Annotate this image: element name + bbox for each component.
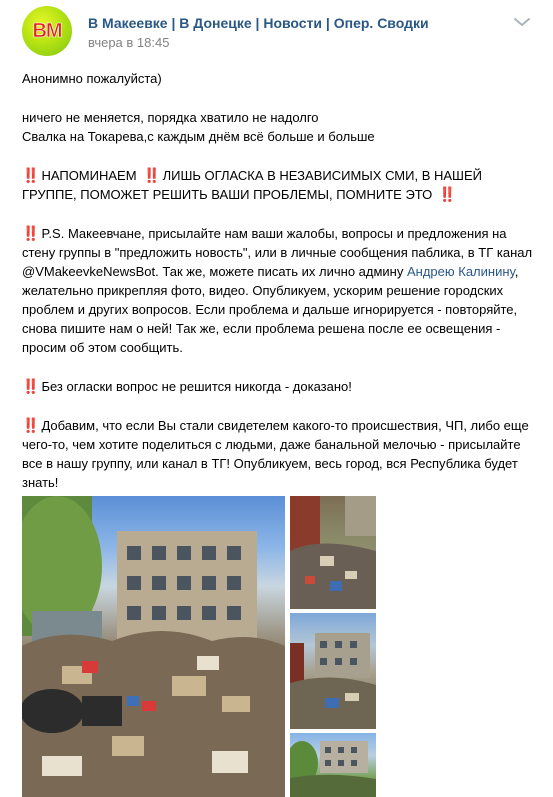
post-line: Свалка на Токарева,с каждым днём всё больше и больше xyxy=(22,129,375,144)
post-photo-main[interactable] xyxy=(22,496,285,797)
ps-text-end: , желательно прикрепляя фото, видео. Опубликуем, ускорим решение городских проблем и других вопросов. Если проблема и дальше игнорируется - повторяйте, снова пишите нам о ней! Так же, если проблема решена после ее освещения - просим об этом сообщить. xyxy=(22,264,519,355)
group-name-link[interactable]: В Макеевке | В Донецке | Новости | Опер. Сводки xyxy=(88,15,429,31)
no-publicity-text: Без огласки вопрос не решится никогда - доказано! xyxy=(41,379,352,394)
post-photo-2[interactable] xyxy=(290,496,376,609)
post-photo-3[interactable] xyxy=(290,613,376,729)
chevron-down-icon[interactable] xyxy=(513,16,531,28)
admin-mention-link[interactable]: Андрею Калинину xyxy=(406,264,515,279)
double-exclamation-icon: ‼️ xyxy=(22,378,38,394)
post-header xyxy=(22,6,553,58)
double-exclamation-icon: ‼️ xyxy=(143,167,159,183)
post-time-link[interactable]: вчера в 18:45 xyxy=(88,35,170,50)
post-line: Анонимно пожалуйста) xyxy=(22,71,162,86)
reminder-label: НАПОМИНАЕМ xyxy=(41,168,137,183)
reminder-text: ЛИШЬ ОГЛАСКА В НЕЗАВИСИМЫХ СМИ, В НАШЕЙ ГРУППЕ, ПОМОЖЕТ РЕШИТЬ ВАШИ ПРОБЛЕМЫ, ПОМНИТЕ ЭТО xyxy=(22,168,482,202)
no-publicity-paragraph xyxy=(22,377,537,396)
double-exclamation-icon: ‼️ xyxy=(22,167,38,183)
reminder-paragraph xyxy=(22,166,537,204)
ps-paragraph xyxy=(22,224,537,357)
add-text: Добавим, что если Вы стали свидетелем какого-то происшествия, ЧП, либо еще чего-то, чем хотите поделиться с людьми, даже банальной мелочью - присылайте все в нашу группу, или канал в ТГ! Опубликуем, весь город, вся Республика будет знать! xyxy=(22,418,529,490)
double-exclamation-icon: ‼️ xyxy=(22,225,38,241)
group-avatar[interactable] xyxy=(22,6,72,56)
double-exclamation-icon: ‼️ xyxy=(438,186,455,202)
post-text xyxy=(22,69,537,492)
post-line: ничего не меняется, порядка хватило не надолго xyxy=(22,110,319,125)
ps-text-start: P.S. Макеевчане, присылайте нам ваши жалобы, вопросы и предложения на стену группы в "предложить новость", или в личные сообщения паблика, в ТГ канал @VMakeevkeNewsBot. Так же, можете писать их лично админу xyxy=(22,226,533,279)
avatar-logo-text: BM xyxy=(32,19,62,42)
add-paragraph xyxy=(22,416,537,492)
double-exclamation-icon: ‼️ xyxy=(22,417,38,433)
post-photo-4[interactable] xyxy=(290,733,376,797)
